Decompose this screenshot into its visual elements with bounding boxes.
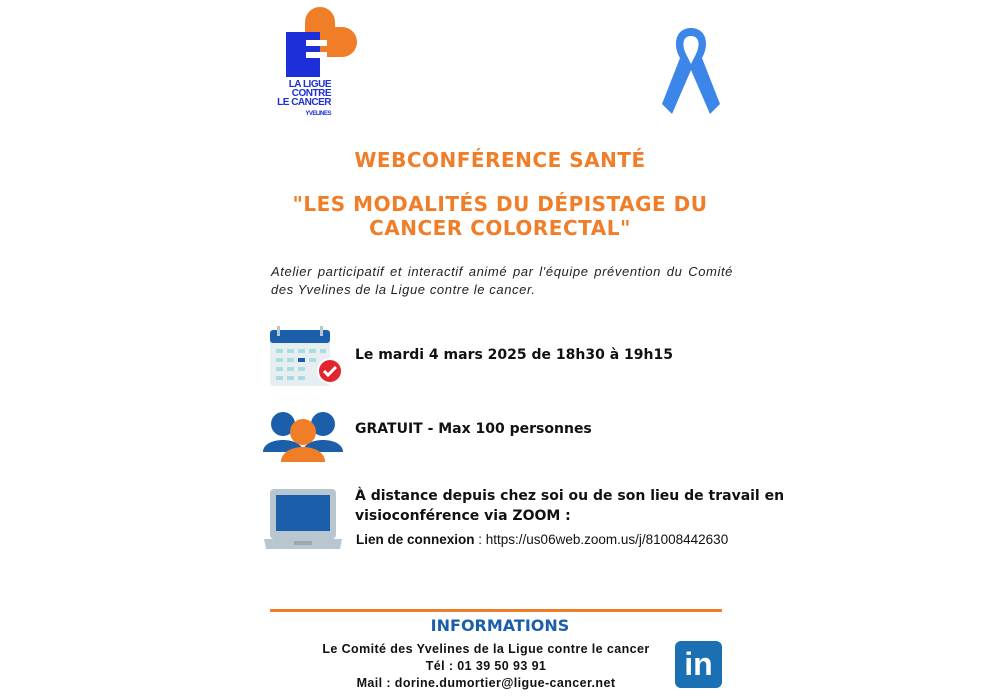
informations-heading: INFORMATIONS (430, 616, 570, 635)
description: Atelier participatif et interactif animé par l'équipe prévention du Comité des Yvelines de la Ligue contre le cancer. (271, 264, 733, 297)
event-date: Le mardi 4 mars 2025 de 18h30 à 19h15 (355, 347, 673, 363)
calendar-icon (268, 324, 344, 390)
location-line2: visioconférence via ZOOM : (355, 508, 571, 524)
info-org: Le Comité des Yvelines de la Ligue contre le cancer (322, 642, 650, 656)
people-icon (261, 410, 345, 464)
logo-heart-icon (276, 4, 360, 80)
link-separator: : (474, 532, 486, 547)
info-phone: Tél : 01 39 50 93 91 (425, 659, 547, 673)
info-mail[interactable]: Mail : dorine.dumortier@ligue-cancer.net (356, 676, 616, 690)
link-label: Lien de connexion (356, 532, 475, 547)
laptop-icon (264, 487, 344, 553)
logo-line: CONTRE (291, 88, 331, 99)
ligue-logo (276, 4, 360, 116)
page-title: WEBCONFÉRENCE SANTÉ (354, 148, 646, 172)
awareness-ribbon-icon (658, 24, 724, 118)
capacity: GRATUIT - Max 100 personnes (355, 421, 592, 437)
divider (270, 609, 722, 612)
subtitle-line1: "LES MODALITÉS DU DÉPISTAGE DU (292, 192, 708, 216)
linkedin-text: in (684, 646, 713, 682)
logo-line: YVELINES (305, 111, 331, 117)
connection-link-row (356, 532, 728, 547)
logo-line: LA LIGUE (288, 79, 331, 90)
location-line1: À distance depuis chez soi ou de son lieu de travail en (355, 488, 785, 504)
zoom-link[interactable]: https://us06web.zoom.us/j/81008442630 (485, 532, 729, 547)
linkedin-icon[interactable] (675, 641, 722, 688)
logo-line: LE CANCER (277, 97, 331, 108)
subtitle-line2: CANCER COLORECTAL" (369, 216, 631, 240)
